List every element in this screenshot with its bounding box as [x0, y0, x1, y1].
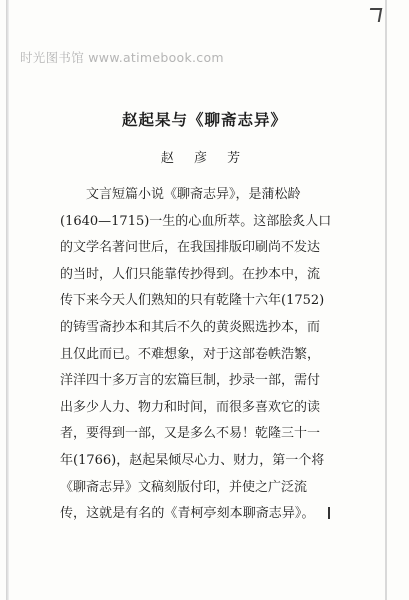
body-line: 的铸雪斋抄本和其后不久的黄炎熙选抄本，而 [60, 319, 321, 335]
corner-mark [368, 8, 382, 22]
body-line: 文言短篇小说《聊斋志异》，是蒲松龄 [86, 187, 301, 202]
scan-edge-right [385, 0, 387, 600]
watermark: 时光图书馆 www.atimebook.com [20, 50, 224, 65]
body-line: 出多少人力、物力和时间，而很多喜欢它的读 [60, 399, 321, 415]
scan-edge-left [6, 0, 9, 600]
body-line: 洋洋四十多万言的宏篇巨制，抄录一部，需付 [60, 373, 321, 389]
author-name: 赵 彦 芳 [160, 151, 249, 166]
body-line: 的文学名著问世后，在我国排版印刷尚不发达 [60, 240, 321, 256]
body-line: 且仅此而已。不难想象，对于这部卷帙浩繁， [60, 346, 321, 362]
body-line: 《聊斋志异》文稿刻版付印，并使之广泛流 [60, 479, 308, 495]
page-mark [328, 507, 330, 519]
article-body [60, 182, 364, 528]
body-line: 的当时，人们只能靠传抄得到。在抄本中，流 [60, 266, 321, 282]
body-line: 传下来今天人们熟知的只有乾隆十六年(1752) [60, 293, 325, 309]
article-title: 赵起杲与《聊斋志异》 [121, 110, 287, 129]
body-line: 年(1766)，赵起杲倾尽心力、财力，第一个将 [60, 452, 325, 468]
body-line: (1640—1715)一生的心血所萃。这部脍炙人口 [60, 213, 332, 229]
body-line: 者，要得到一部，又是多么不易！乾隆三十一 [60, 426, 321, 442]
body-line: 传，这就是有名的《青柯亭刻本聊斋志异》。 [60, 506, 315, 522]
